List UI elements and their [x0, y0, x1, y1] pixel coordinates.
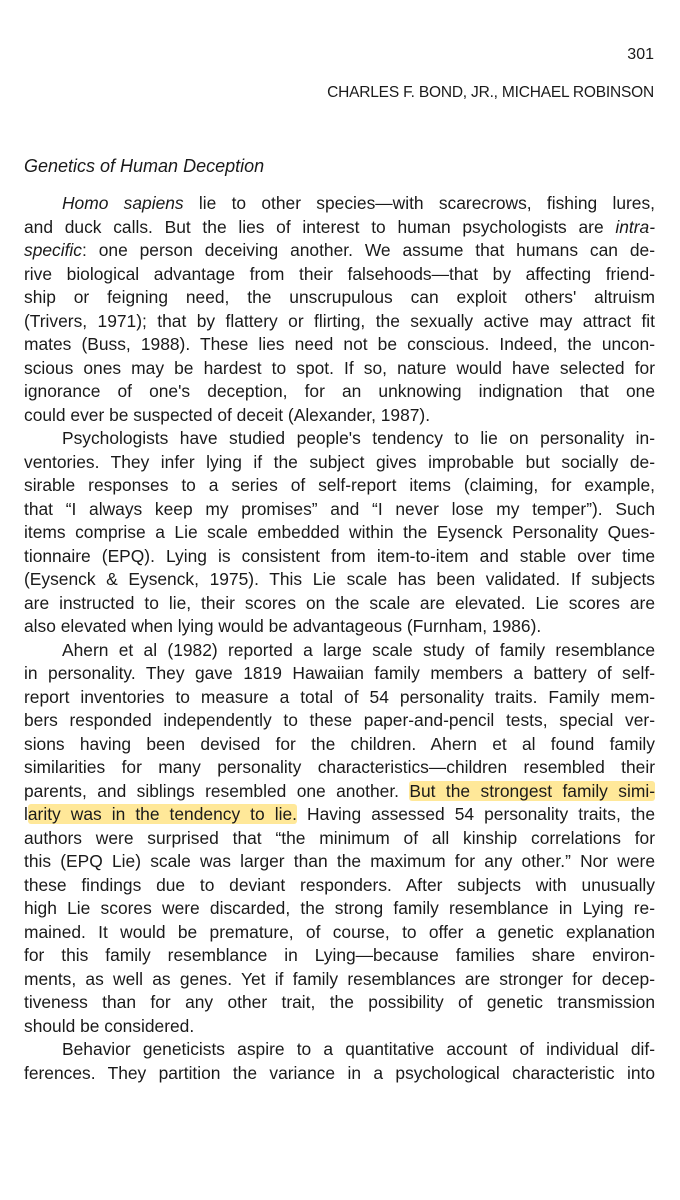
text-span: Ahern et al (1982) reported a large scale study of family resemblance — [62, 639, 655, 660]
text-line — [24, 1015, 655, 1039]
text-span: report inventories to measure a total of 54 personality traits. Family mem- — [24, 686, 655, 707]
text-line — [24, 874, 655, 898]
highlighted-text: But the strongest family simi- — [409, 780, 655, 801]
text-span: should be considered. — [24, 1015, 195, 1036]
body-text — [24, 192, 655, 1085]
paragraph — [24, 1038, 655, 1085]
text-line — [24, 568, 655, 592]
text-line — [24, 991, 655, 1015]
text-line — [24, 756, 655, 780]
text-line — [24, 850, 655, 874]
text-span: (Eysenck & Eysenck, 1975). This Lie scale has been validated. If subjects — [24, 569, 655, 589]
text-span: and duck calls. But the lies of interest to human psychologists are — [24, 216, 616, 237]
text-line — [24, 615, 655, 639]
text-span: mained. It would be premature, of course, to offer a genetic explanation — [24, 921, 655, 942]
running-head: CHARLES F. BOND, JR., MICHAEL ROBINSON — [327, 84, 654, 101]
text-span: authors were surprised that “the minimum of all kinship correlations for — [24, 827, 655, 848]
text-span: sions having been devised for the children. Ahern et al found family — [24, 733, 655, 754]
text-line — [24, 944, 655, 968]
text-span: sirable responses to a series of self-report items (claiming, for example, — [24, 475, 655, 495]
text-span: : one person deceiving another. We assume that humans can de- — [82, 240, 655, 260]
text-line — [24, 968, 655, 992]
text-line — [24, 521, 655, 545]
text-line — [24, 427, 655, 451]
text-span: scious ones may be hardest to spot. If so, nature would have selected for — [24, 357, 655, 378]
section-heading: Genetics of Human Deception — [24, 156, 265, 176]
text-span: ventories. They infer lying if the subject gives improbable but socially de- — [24, 451, 655, 472]
text-span: ferences. They partition the variance in a psychological characteristic into — [24, 1062, 655, 1083]
text-span: these findings due to deviant responders. After subjects with unusually — [24, 874, 655, 895]
text-span: are instructed to lie, their scores on the scale are elevated. Lie scores are — [24, 592, 655, 613]
text-span: lie to other species—with scarecrows, fishing lures, — [183, 193, 655, 213]
text-span: parents, and siblings resembled one another. — [24, 780, 410, 801]
text-line — [24, 451, 655, 475]
text-line — [24, 897, 655, 921]
text-span: rive biological advantage from their falsehoods—that by affecting friend- — [24, 263, 655, 284]
text-line — [24, 310, 655, 334]
italic-text: specific — [24, 240, 82, 260]
text-line — [24, 333, 655, 357]
text-span: ship or feigning need, the unscrupulous can exploit others' altruism — [24, 287, 655, 307]
text-line — [24, 686, 655, 710]
text-line — [24, 639, 655, 663]
text-span: that “I always keep my promises” and “I never lose my temper”). Such — [24, 498, 655, 519]
text-span: ignorance of one's deception, for an unknowing indignation that one — [24, 381, 655, 401]
text-span: Having assessed 54 personality traits, the — [296, 804, 655, 824]
text-line — [24, 404, 655, 428]
text-span: this (EPQ Lie) scale was larger than the maximum for any other.” Nor were — [24, 851, 655, 871]
italic-text: intra- — [615, 216, 655, 237]
text-line — [24, 474, 655, 498]
text-span: tiveness than for any other trait, the possibility of genetic transmission — [24, 992, 655, 1012]
text-span: also elevated when lying would be advantageous (Furnham, 1986). — [24, 616, 542, 636]
text-span: tionnaire (EPQ). Lying is consistent from item-to-item and stable over time — [24, 545, 655, 566]
text-line — [24, 263, 655, 287]
paragraph — [24, 427, 655, 639]
text-line — [24, 545, 655, 569]
text-line — [24, 803, 655, 827]
text-span: for this family resemblance in Lying—because families share environ- — [24, 945, 655, 965]
text-span: l — [24, 804, 28, 824]
text-line — [24, 592, 655, 616]
text-line — [24, 239, 655, 263]
text-span: high Lie scores were discarded, the strong family resemblance in Lying re- — [24, 898, 655, 918]
paragraph — [24, 639, 655, 1039]
text-span: bers responded independently to these paper-and-pencil tests, special ver- — [24, 710, 655, 730]
paragraph — [24, 192, 655, 427]
text-line — [24, 662, 655, 686]
text-span: (Trivers, 1971); that by flattery or flirting, the sexually active may attract fit — [24, 310, 655, 331]
text-line — [24, 733, 655, 757]
text-span: in personality. They gave 1819 Hawaiian family members a battery of self- — [24, 663, 655, 683]
text-line — [24, 380, 655, 404]
text-line — [24, 192, 655, 216]
highlighted-text: arity was in the tendency to lie. — [27, 804, 297, 824]
text-span: could ever be suspected of deceit (Alexander, 1987). — [24, 404, 431, 425]
text-line — [24, 357, 655, 381]
text-line — [24, 1038, 655, 1062]
text-line — [24, 498, 655, 522]
text-line — [24, 709, 655, 733]
text-line — [24, 921, 655, 945]
page-number: 301 — [627, 46, 654, 63]
text-span: Behavior geneticists aspire to a quantitative account of individual dif- — [62, 1039, 655, 1059]
italic-text: Homo sapiens — [62, 193, 184, 213]
text-span: similarities for many personality characteristics—children resembled their — [24, 757, 655, 777]
text-line — [24, 780, 655, 804]
text-span: ments, as well as genes. Yet if family resemblances are stronger for decep- — [24, 968, 655, 989]
text-line — [24, 1062, 655, 1086]
text-span: Psychologists have studied people's tendency to lie on personality in- — [62, 428, 655, 448]
text-span: items comprise a Lie scale embedded within the Eysenck Personality Ques- — [24, 522, 655, 542]
text-line — [24, 286, 655, 310]
text-span: mates (Buss, 1988). These lies need not be conscious. Indeed, the uncon- — [24, 334, 655, 354]
text-line — [24, 216, 655, 240]
text-line — [24, 827, 655, 851]
